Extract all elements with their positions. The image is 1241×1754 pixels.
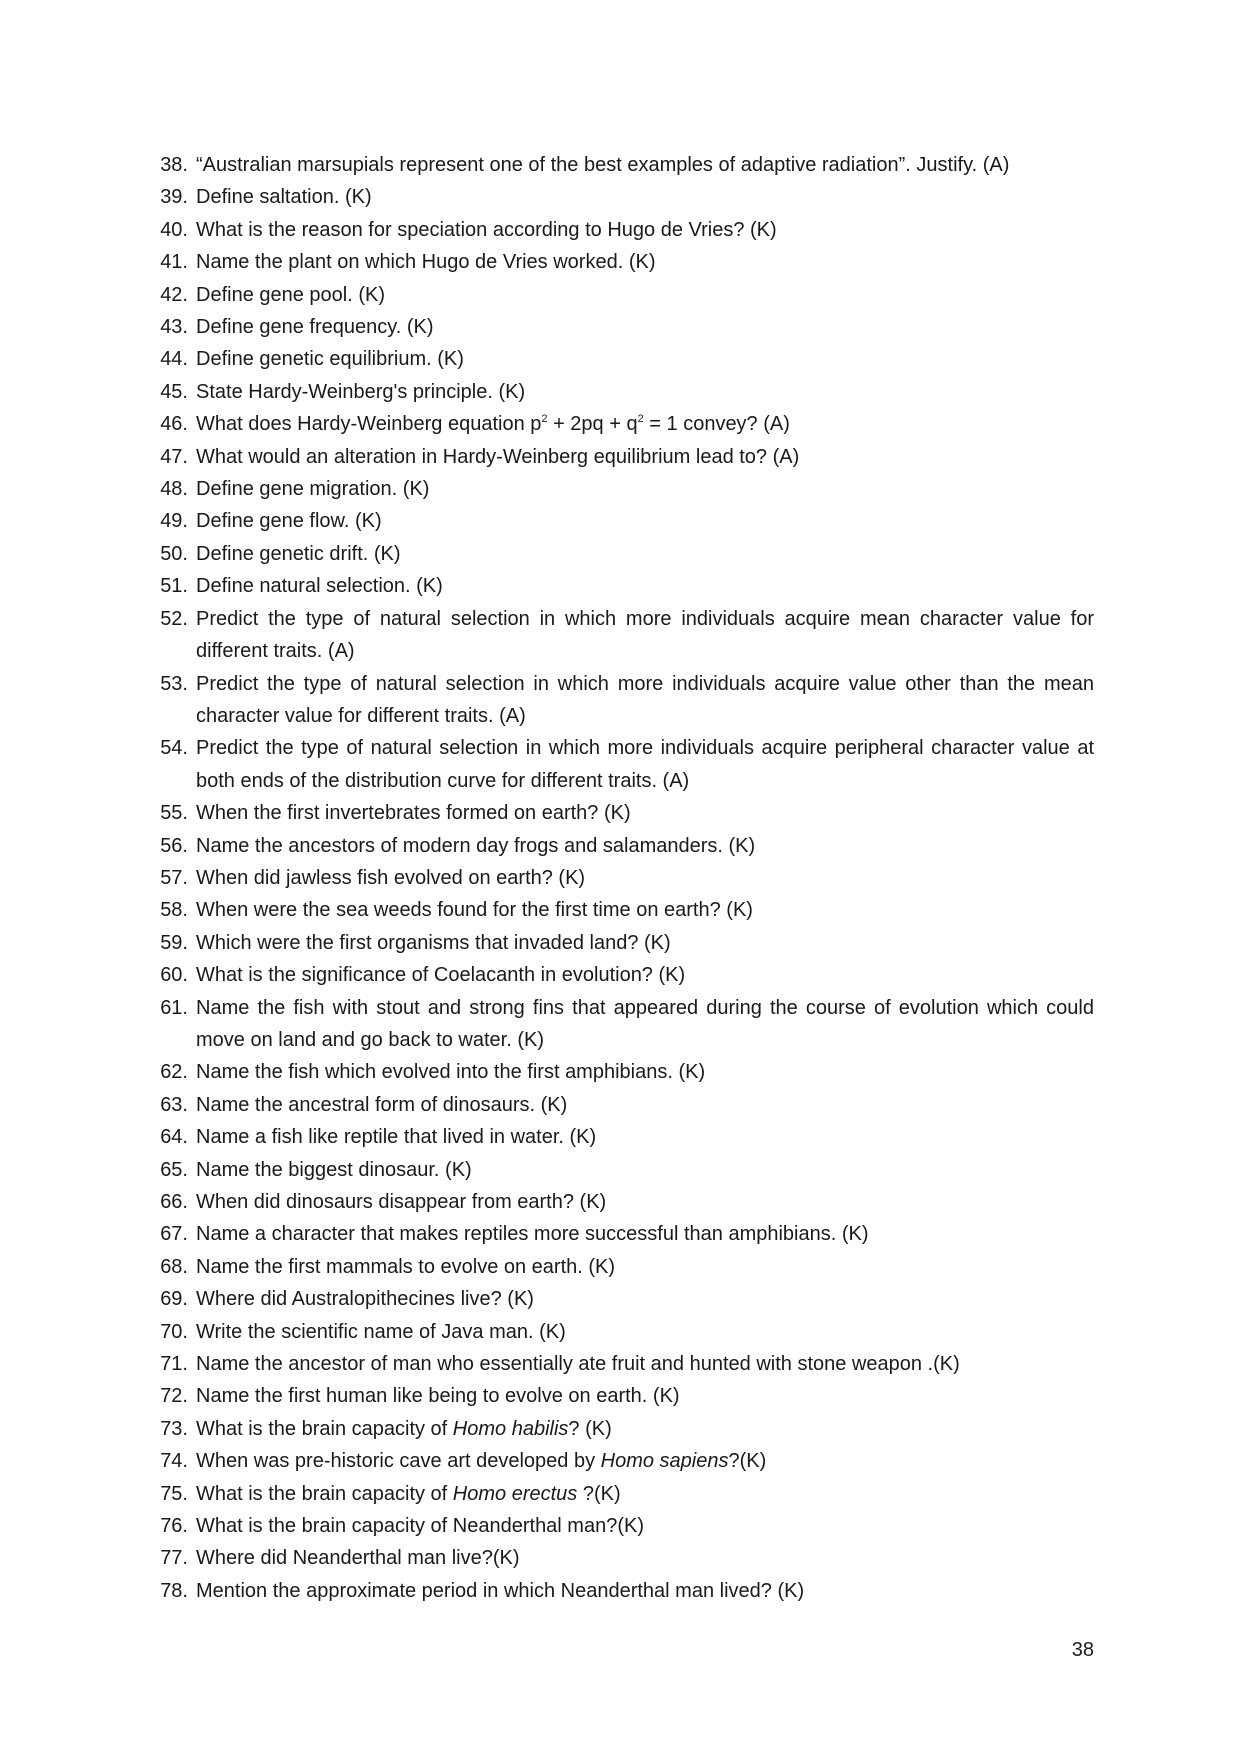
- question-item: [150, 1445, 1094, 1477]
- question-text: [196, 1542, 1094, 1574]
- question-item: [150, 570, 1094, 602]
- question-number: 66.: [160, 1191, 188, 1213]
- question-text: [196, 732, 1094, 797]
- question-number: 75.: [160, 1482, 188, 1505]
- text-run: Name a fish like reptile that lived in water. (K): [196, 1126, 597, 1149]
- text-run: When did jawless fish evolved on earth? (K): [196, 866, 586, 889]
- text-run: Name the first mammals to evolve on earth. (K): [196, 1255, 616, 1278]
- text-run: Name the plant on which Hugo de Vries worked. (K): [196, 251, 656, 274]
- question-text: [196, 1251, 1094, 1283]
- question-item: [150, 214, 1094, 246]
- question-text: [196, 1056, 1094, 1088]
- question-number: 68.: [160, 1255, 188, 1278]
- question-item: [150, 343, 1094, 375]
- question-text: [196, 311, 1094, 343]
- text-run: Define gene pool. (K): [196, 283, 386, 306]
- text-run: Predict the type of natural selection in which more individuals acquire peripheral character value at both ends of the distribution curve for different traits. (A): [196, 737, 1094, 792]
- text-run: When were the sea weeds found for the first time on earth? (K): [196, 899, 753, 922]
- question-item: [150, 1380, 1094, 1412]
- question-number: 40.: [160, 218, 188, 241]
- text-run: Mention the approximate period in which Neanderthal man lived? (K): [196, 1579, 805, 1602]
- text-run: Name the fish with stout and strong fins that appeared during the course of evolution which could move on land and go back to water. (K): [196, 996, 1094, 1051]
- question-item: [150, 279, 1094, 311]
- text-run: What is the significance of Coelacanth in evolution? (K): [196, 964, 686, 987]
- question-item: [150, 1186, 1094, 1218]
- question-number: 42.: [160, 283, 188, 306]
- question-text: [196, 830, 1094, 862]
- superscript: 2: [637, 413, 644, 426]
- question-text: [196, 149, 1094, 181]
- question-number: 61.: [160, 996, 188, 1019]
- question-item: [150, 797, 1094, 829]
- question-item: [150, 927, 1094, 959]
- question-text: [196, 1218, 1094, 1250]
- species-name: Homo erectus: [452, 1482, 578, 1505]
- text-run: Predict the type of natural selection in which more individuals acquire value other than the mean character value for different traits. (A): [196, 672, 1094, 727]
- question-number: 50.: [160, 542, 188, 565]
- question-number: 64.: [160, 1126, 188, 1149]
- text-run: Define gene frequency. (K): [196, 316, 434, 339]
- text-run: What is the brain capacity of Neanderthal man?(K): [196, 1515, 644, 1538]
- text-run: Which were the first organisms that invaded land? (K): [196, 931, 671, 954]
- question-number: 73.: [160, 1417, 188, 1440]
- text-run: What is the brain capacity of: [196, 1482, 453, 1505]
- text-run: Where did Neanderthal man live?(K): [196, 1547, 520, 1570]
- text-run: Name a character that makes reptiles more successful than amphibians. (K): [196, 1223, 869, 1246]
- question-item: [150, 376, 1094, 408]
- text-run: What would an alteration in Hardy-Weinberg equilibrium lead to? (A): [196, 445, 800, 468]
- question-number: 71.: [160, 1353, 188, 1376]
- question-text: [196, 1510, 1094, 1542]
- text-run: Predict the type of natural selection in which more individuals acquire mean character value for different traits. (A): [196, 607, 1094, 663]
- question-item: [150, 862, 1094, 894]
- text-run: Define genetic drift. (K): [196, 542, 401, 565]
- text-run: Name the biggest dinosaur. (K): [196, 1158, 472, 1181]
- question-text: [196, 408, 1094, 440]
- question-text: [196, 343, 1094, 375]
- question-text: [196, 927, 1094, 959]
- question-item: [150, 1510, 1094, 1542]
- text-run: Define saltation. (K): [196, 186, 372, 209]
- question-text: [196, 473, 1094, 505]
- question-item: [150, 505, 1094, 537]
- question-number: 49.: [160, 510, 188, 533]
- question-text: [196, 246, 1094, 278]
- question-item: [150, 181, 1094, 213]
- question-number: 47.: [160, 445, 188, 468]
- question-item: [150, 1089, 1094, 1121]
- text-run: What is the brain capacity of: [196, 1417, 453, 1440]
- question-number: 62.: [160, 1061, 188, 1084]
- text-run: Define gene flow. (K): [196, 510, 382, 533]
- question-number: 59.: [160, 931, 188, 954]
- text-run: ?(K): [728, 1450, 767, 1473]
- question-text: [196, 1445, 1094, 1477]
- question-item: [150, 992, 1094, 1057]
- question-text: [196, 505, 1094, 537]
- question-text: [196, 1316, 1094, 1348]
- question-number: 41.: [160, 251, 188, 274]
- question-text: [196, 668, 1094, 733]
- question-item: [150, 1121, 1094, 1153]
- text-run: State Hardy-Weinberg's principle. (K): [196, 380, 526, 403]
- question-text: [196, 1154, 1094, 1186]
- question-text: [196, 1121, 1094, 1153]
- question-number: 78.: [160, 1579, 188, 1602]
- question-number: 54.: [160, 737, 188, 760]
- question-text: [196, 538, 1094, 570]
- question-item: [150, 1575, 1094, 1607]
- text-run: What is the reason for speciation according to Hugo de Vries? (K): [196, 218, 777, 241]
- question-number: 56.: [160, 834, 188, 857]
- text-run: Name the first human like being to evolve on earth. (K): [196, 1385, 680, 1408]
- question-text: [196, 441, 1094, 473]
- question-text: [196, 1380, 1094, 1412]
- question-number: 57.: [160, 866, 188, 889]
- question-number: 70.: [160, 1320, 188, 1343]
- text-run: Name the ancestors of modern day frogs and salamanders. (K): [196, 834, 756, 857]
- question-item: [150, 1542, 1094, 1574]
- superscript: 2: [541, 413, 548, 426]
- text-run: When was pre-historic cave art developed by: [196, 1450, 601, 1473]
- text-run: + 2pq + q: [547, 413, 638, 436]
- question-item: [150, 1251, 1094, 1283]
- question-text: [196, 959, 1094, 991]
- text-run: What does Hardy-Weinberg equation p: [196, 413, 542, 436]
- question-item: [150, 1056, 1094, 1088]
- text-run: ? (K): [568, 1417, 612, 1440]
- question-number: 53.: [160, 672, 188, 695]
- question-text: [196, 603, 1094, 668]
- text-run: Define gene migration. (K): [196, 478, 430, 501]
- question-number: 48.: [160, 478, 188, 501]
- question-text: [196, 279, 1094, 311]
- question-number: 51.: [160, 575, 188, 598]
- question-number: 39.: [160, 186, 188, 209]
- species-name: Homo habilis: [452, 1417, 569, 1440]
- question-number: 74.: [160, 1450, 188, 1473]
- question-item: [150, 1478, 1094, 1510]
- species-name: Homo sapiens: [600, 1450, 729, 1473]
- question-text: [196, 1413, 1094, 1445]
- question-number: 77.: [160, 1547, 188, 1570]
- text-run: Define natural selection. (K): [196, 575, 443, 598]
- question-number: 43.: [160, 316, 188, 339]
- question-number: 69.: [160, 1288, 188, 1311]
- text-run: When the first invertebrates formed on earth? (K): [196, 802, 631, 825]
- question-text: [196, 1478, 1094, 1510]
- question-item: [150, 311, 1094, 343]
- question-number: 65.: [160, 1158, 188, 1181]
- question-text: [196, 1186, 1094, 1218]
- question-list: [150, 149, 1094, 1607]
- question-item: [150, 1283, 1094, 1315]
- text-run: Name the fish which evolved into the first amphibians. (K): [196, 1061, 706, 1084]
- text-run: Write the scientific name of Java man. (K): [196, 1320, 566, 1343]
- question-item: [150, 1218, 1094, 1250]
- question-number: 58.: [160, 899, 188, 922]
- question-item: [150, 408, 1094, 440]
- question-text: [196, 214, 1094, 246]
- page-number: 38: [1071, 1639, 1094, 1661]
- question-text: [196, 1348, 1094, 1380]
- question-item: [150, 473, 1094, 505]
- question-number: 76.: [160, 1515, 188, 1538]
- question-text: [196, 1575, 1094, 1607]
- question-item: [150, 959, 1094, 991]
- question-number: 46.: [160, 413, 188, 436]
- question-text: [196, 1089, 1094, 1121]
- question-item: [150, 538, 1094, 570]
- question-item: [150, 246, 1094, 278]
- question-number: 55.: [160, 802, 188, 825]
- question-item: [150, 1316, 1094, 1348]
- text-run: Name the ancestor of man who essentially ate fruit and hunted with stone weapon .(K): [196, 1353, 960, 1376]
- question-text: [196, 570, 1094, 602]
- question-item: [150, 1348, 1094, 1380]
- question-item: [150, 894, 1094, 926]
- question-number: 38.: [160, 154, 188, 176]
- text-run: Define genetic equilibrium. (K): [196, 348, 464, 371]
- question-text: [196, 376, 1094, 408]
- text-run: Where did Australopithecines live? (K): [196, 1288, 534, 1311]
- question-number: 60.: [160, 964, 188, 987]
- question-text: [196, 894, 1094, 926]
- question-number: 45.: [160, 380, 188, 403]
- text-run: ?(K): [577, 1482, 621, 1505]
- question-number: 44.: [160, 348, 188, 371]
- question-number: 52.: [160, 607, 188, 630]
- question-number: 63.: [160, 1093, 188, 1116]
- question-item: [150, 668, 1094, 733]
- question-text: [196, 992, 1094, 1057]
- text-run: When did dinosaurs disappear from earth? (K): [196, 1191, 607, 1213]
- question-text: [196, 797, 1094, 829]
- text-run: Name the ancestral form of dinosaurs. (K): [196, 1093, 568, 1116]
- question-item: [150, 830, 1094, 862]
- question-text: [196, 1283, 1094, 1315]
- text-run: = 1 convey? (A): [643, 413, 790, 436]
- question-item: [150, 603, 1094, 668]
- question-text: [196, 181, 1094, 213]
- question-item: [150, 1413, 1094, 1445]
- text-run: “Australian marsupials represent one of the best examples of adaptive radiation”. Justify. (A): [196, 154, 1010, 176]
- question-number: 67.: [160, 1223, 188, 1246]
- question-number: 72.: [160, 1385, 188, 1408]
- question-item: [150, 1154, 1094, 1186]
- question-item: [150, 149, 1094, 181]
- question-text: [196, 862, 1094, 894]
- question-item: [150, 732, 1094, 797]
- question-item: [150, 441, 1094, 473]
